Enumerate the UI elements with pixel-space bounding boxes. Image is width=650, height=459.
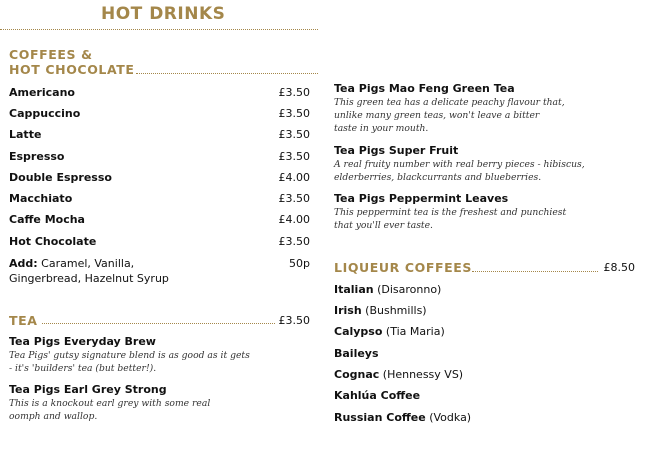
menu-item-name: Hot Chocolate [9, 235, 97, 248]
tea-item-desc-line1: This peppermint tea is the freshest and punchiest [334, 207, 567, 218]
tea-item-name: Tea Pigs Mao Feng Green Tea [334, 82, 515, 95]
menu-item-name: Double Espresso [9, 171, 112, 184]
tea-item-desc-line2: oomph and wallop. [9, 411, 98, 422]
liqueur-item-name: Italian [334, 283, 374, 296]
tea-item-desc-line2: that you'll ever taste. [334, 220, 433, 231]
liqueur-item [334, 283, 441, 297]
menu-item-price: £4.00 [278, 213, 310, 226]
tea-item-desc-line3: taste in your mouth. [334, 123, 429, 134]
liqueur-item [334, 368, 463, 382]
tea-item-desc-line1: This green tea has a delicate peachy flavour that, [334, 97, 565, 108]
liqueur-price: £8.50 [603, 261, 635, 274]
tea-item-name: Tea Pigs Peppermint Leaves [334, 192, 509, 205]
tea-heading: TEA [9, 313, 38, 328]
tea-item-desc-line1: Tea Pigs' gutsy signature blend is as good as it gets [9, 350, 250, 361]
menu-item-name: Espresso [9, 150, 65, 163]
add-syrup-price: 50p [289, 257, 310, 270]
menu-item-name: Americano [9, 86, 75, 99]
liqueur-item-spirit: (Vodka) [429, 411, 472, 424]
tea-item-desc-line1: This is a knockout earl grey with some real [9, 398, 211, 409]
menu-item-price: £4.00 [278, 171, 310, 184]
menu-item-name: Cappuccino [9, 107, 81, 120]
liqueur-item [334, 304, 427, 318]
liqueur-item-name: Irish [334, 304, 362, 317]
liqueur-item [334, 325, 445, 339]
liqueur-item-name: Baileys [334, 347, 379, 360]
liqueur-item-spirit: (Hennessy VS) [382, 368, 464, 381]
tea-item-name: Tea Pigs Earl Grey Strong [9, 383, 167, 396]
liqueur-item [334, 389, 420, 403]
menu-item-price: £3.50 [278, 235, 310, 248]
tea-item-desc-line2: unlike many green teas, won't leave a bitter [334, 110, 540, 121]
menu-item-price: £3.50 [278, 107, 310, 120]
coffees-heading-line2: HOT CHOCOLATE [9, 62, 135, 77]
tea-heading-leader [42, 323, 275, 324]
liqueur-heading: LIQUEUR COFFEES [334, 260, 473, 275]
menu-item-price: £3.50 [278, 86, 310, 99]
menu-item-price: £3.50 [278, 192, 310, 205]
tea-item-desc-line2: - it's 'builders' tea (but better!). [9, 363, 157, 374]
liqueur-item-name: Calypso [334, 325, 383, 338]
add-label: Add: [9, 257, 38, 270]
tea-item-name: Tea Pigs Super Fruit [334, 144, 459, 157]
menu-item-name: Caffe Mocha [9, 213, 85, 226]
liqueur-item [334, 411, 471, 425]
liqueur-item-name: Cognac [334, 368, 380, 381]
liqueur-item-name: Russian Coffee [334, 411, 426, 424]
tea-price: £3.50 [278, 314, 310, 327]
menu-item-price: £3.50 [278, 128, 310, 141]
liqueur-item-name: Kahlúa Coffee [334, 389, 421, 402]
liqueur-item [334, 347, 379, 361]
liqueur-item-spirit: (Tia Maria) [385, 325, 445, 338]
add-syrup-text: Caramel, Vanilla, [41, 257, 135, 270]
liqueur-item-spirit: (Disaronno) [377, 283, 442, 296]
tea-item-name: Tea Pigs Everyday Brew [9, 335, 156, 348]
page-title: HOT DRINKS [101, 4, 226, 24]
menu-item-price: £3.50 [278, 150, 310, 163]
tea-item-desc-line2: elderberries, blackcurrants and blueberries. [334, 172, 542, 183]
coffees-heading-line1: COFFEES & [9, 47, 93, 62]
tea-item-desc-line1: A real fruity number with real berry pieces - hibiscus, [334, 159, 585, 170]
add-syrup-line1 [9, 257, 134, 271]
liqueur-item-spirit: (Bushmills) [365, 304, 427, 317]
menu-item-name: Macchiato [9, 192, 73, 205]
add-syrup-line2: Gingerbread, Hazelnut Syrup [9, 272, 169, 285]
menu-item-name: Latte [9, 128, 42, 141]
title-divider [0, 29, 318, 30]
coffees-heading-leader [136, 73, 318, 74]
